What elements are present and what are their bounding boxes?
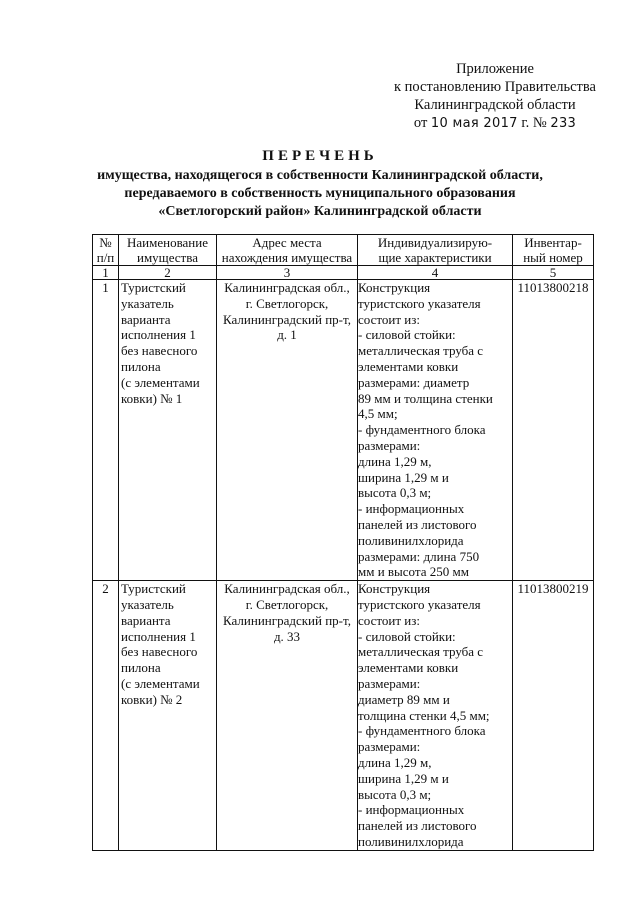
header-characteristics: Индивидуализирую- щие характеристики [358, 235, 513, 266]
header-inventory: Инвентар- ный номер [513, 235, 594, 266]
date-value: 10 мая 2017 [430, 116, 518, 131]
document-subtitle [70, 167, 570, 221]
column-number-row [93, 266, 594, 280]
appendix-block [380, 60, 610, 133]
inventory-number: 11013800218 [513, 280, 594, 581]
item-name: Туристский указатель варианта исполнения 1 без навесного пилона (с элементами ковки) № 1 [119, 280, 217, 581]
appendix-line-1: Приложение [456, 61, 534, 77]
col-number-5: 5 [513, 266, 594, 280]
header-address: Адрес места нахождения имущества [217, 235, 358, 266]
property-table [92, 234, 594, 851]
subtitle-line-2: передаваемого в собственность муниципального образования [124, 186, 516, 201]
col-number-1: 1 [93, 266, 119, 280]
item-characteristics: Конструкция туристского указателя состоит из: - силовой стойки: металлическая труба с элементами ковки размерами: диаметр 89 мм и толщина стенки 4,5 мм; - фундаментного блока размерами: длина 1,29 м, ширина 1,29 м и высота 0,3 м; - информационных панелей из листового поливинилхлорида [358, 581, 513, 851]
row-number: 2 [93, 581, 119, 851]
header-name: Наименование имущества [119, 235, 217, 266]
header-num: № п/п [93, 235, 119, 266]
item-characteristics: Конструкция туристского указателя состоит из: - силовой стойки: металлическая труба с элементами ковки размерами: диаметр 89 мм и толщина стенки 4,5 мм; - фундаментного блока размерами: длина 1,29 м, ширина 1,29 м и высота 0,3 м; - информационных панелей из листового поливинилхлорида размерами: длина 750 мм и высота 250 мм [358, 280, 513, 581]
appendix-line-2: к постановлению Правительства [394, 79, 596, 95]
date-suffix: г. № [521, 115, 547, 131]
item-address: Калининградская обл., г. Светлогорск, Калининградский пр-т, д. 1 [217, 280, 358, 581]
row-number: 1 [93, 280, 119, 581]
inventory-number: 11013800219 [513, 581, 594, 851]
document-title: ПЕРЕЧЕНЬ [262, 148, 378, 164]
col-number-3: 3 [217, 266, 358, 280]
document-number: 233 [550, 116, 577, 131]
subtitle-line-1: имущества, находящегося в собственности Калининградской области, [97, 168, 543, 183]
col-number-4: 4 [358, 266, 513, 280]
appendix-date-line [380, 114, 610, 133]
col-number-2: 2 [119, 266, 217, 280]
item-name: Туристский указатель варианта исполнения 1 без навесного пилона (с элементами ковки) № 2 [119, 581, 217, 851]
table-header-row [93, 235, 594, 266]
item-address: Калининградская обл., г. Светлогорск, Калининградский пр-т, д. 33 [217, 581, 358, 851]
date-prefix: от [413, 115, 428, 131]
table-row [93, 581, 594, 851]
subtitle-line-3: «Светлогорский район» Калининградской области [158, 204, 482, 219]
appendix-line-3: Калининградской области [414, 97, 576, 113]
table-row [93, 280, 594, 581]
